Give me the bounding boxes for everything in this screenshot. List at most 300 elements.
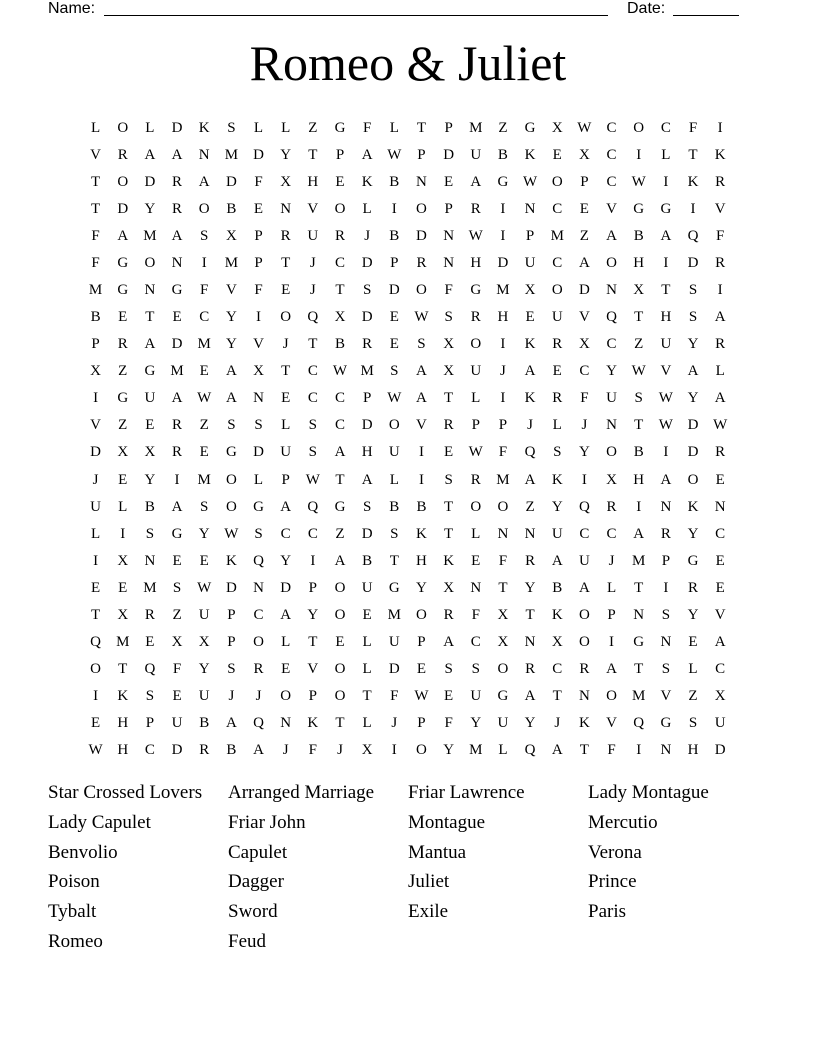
grid-letter[interactable]: M [143, 579, 157, 596]
grid-letter[interactable]: Y [198, 661, 210, 678]
grid-letter[interactable]: E [199, 444, 209, 461]
grid-letter[interactable]: A [606, 661, 617, 678]
grid-letter[interactable]: L [715, 363, 725, 380]
grid-letter[interactable]: A [361, 146, 373, 163]
grid-letter[interactable]: P [145, 715, 155, 732]
grid-letter[interactable]: X [171, 634, 183, 651]
grid-letter[interactable]: T [444, 390, 454, 407]
grid-letter[interactable]: E [145, 417, 155, 434]
grid-letter[interactable]: B [199, 715, 210, 732]
grid-letter[interactable]: B [389, 498, 400, 515]
grid-letter[interactable]: A [470, 173, 482, 190]
grid-letter[interactable]: X [253, 363, 264, 380]
grid-letter[interactable]: C [334, 390, 345, 407]
grid-letter[interactable]: I [500, 336, 506, 353]
grid-letter[interactable]: B [362, 552, 373, 569]
grid-letter[interactable]: S [444, 661, 453, 678]
grid-letter[interactable]: E [281, 282, 291, 298]
grid-letter[interactable]: G [497, 173, 509, 190]
grid-letter[interactable]: S [200, 498, 209, 515]
grid-letter[interactable]: B [497, 146, 508, 163]
grid-letter[interactable]: A [198, 173, 210, 190]
grid-letter[interactable]: R [334, 227, 345, 244]
grid-letter[interactable]: D [416, 227, 427, 244]
grid-letter[interactable]: C [144, 742, 155, 759]
grid-letter[interactable]: C [470, 634, 481, 651]
grid-letter[interactable]: T [634, 661, 644, 678]
grid-letter[interactable]: K [714, 146, 726, 163]
grid-letter[interactable]: T [661, 282, 671, 298]
grid-letter[interactable]: D [253, 146, 264, 163]
grid-letter[interactable]: Z [118, 417, 128, 434]
grid-letter[interactable]: T [579, 742, 589, 759]
grid-letter[interactable]: R [362, 336, 373, 353]
grid-letter[interactable]: D [90, 444, 101, 461]
name-blank-line[interactable] [104, 15, 608, 16]
grid-letter[interactable]: I [174, 471, 180, 488]
grid-letter[interactable]: C [334, 254, 345, 271]
grid-letter[interactable]: B [334, 336, 345, 353]
grid-letter[interactable]: J [608, 552, 615, 569]
grid-letter[interactable]: N [606, 417, 617, 434]
grid-letter[interactable]: Y [307, 606, 319, 623]
grid-letter[interactable]: T [444, 525, 454, 542]
grid-letter[interactable]: N [497, 525, 509, 542]
grid-letter[interactable]: D [225, 579, 237, 596]
grid-letter[interactable]: C [606, 525, 617, 542]
grid-letter[interactable]: E [444, 444, 454, 461]
grid-letter[interactable]: U [388, 634, 400, 651]
grid-letter[interactable]: N [578, 688, 590, 705]
grid-letter[interactable]: A [714, 634, 726, 651]
grid-letter[interactable]: R [470, 200, 481, 217]
grid-letter[interactable]: Q [307, 309, 319, 326]
grid-letter[interactable]: W [658, 390, 673, 407]
grid-letter[interactable]: E [389, 309, 399, 326]
grid-letter[interactable]: S [308, 417, 317, 434]
grid-letter[interactable]: H [117, 715, 129, 732]
grid-letter[interactable]: X [497, 634, 509, 651]
grid-letter[interactable]: E [362, 606, 372, 623]
grid-letter[interactable]: L [552, 417, 562, 434]
grid-letter[interactable]: N [524, 634, 536, 651]
grid-letter[interactable]: S [362, 282, 372, 298]
grid-letter[interactable]: I [663, 173, 669, 190]
grid-letter[interactable]: I [310, 552, 316, 569]
grid-letter[interactable]: V [606, 200, 617, 217]
grid-letter[interactable]: S [362, 498, 372, 515]
grid-letter[interactable]: B [389, 227, 400, 244]
grid-letter[interactable]: E [118, 471, 128, 488]
grid-letter[interactable]: D [253, 444, 264, 461]
grid-letter[interactable]: L [281, 417, 291, 434]
grid-letter[interactable]: P [254, 227, 263, 244]
grid-letter[interactable]: N [144, 282, 156, 298]
grid-letter[interactable]: Z [688, 688, 698, 705]
grid-letter[interactable]: Q [90, 634, 101, 651]
grid-letter[interactable]: T [308, 146, 318, 163]
grid-letter[interactable]: E [172, 309, 182, 326]
grid-letter[interactable]: V [578, 309, 590, 326]
grid-letter[interactable]: V [416, 417, 427, 434]
grid-letter[interactable]: V [660, 363, 672, 380]
grid-letter[interactable]: V [606, 715, 617, 732]
grid-letter[interactable]: O [551, 282, 563, 298]
grid-letter[interactable]: D [361, 254, 373, 271]
grid-letter[interactable]: W [332, 363, 348, 380]
grid-letter[interactable]: L [389, 119, 399, 136]
grid-letter[interactable]: U [524, 254, 536, 271]
grid-letter[interactable]: S [471, 661, 480, 678]
grid-letter[interactable]: O [334, 200, 346, 217]
grid-letter[interactable]: Y [687, 336, 699, 353]
grid-letter[interactable]: G [171, 525, 183, 542]
grid-letter[interactable]: M [170, 363, 184, 380]
grid-letter[interactable]: U [606, 390, 617, 407]
grid-letter[interactable]: Z [308, 119, 318, 136]
grid-letter[interactable]: C [606, 146, 617, 163]
grid-letter[interactable]: P [308, 579, 317, 596]
grid-letter[interactable]: A [524, 688, 536, 705]
grid-letter[interactable]: R [715, 444, 726, 461]
grid-letter[interactable]: U [551, 525, 563, 542]
grid-letter[interactable]: D [225, 173, 237, 190]
grid-letter[interactable]: S [254, 417, 263, 434]
grid-letter[interactable]: P [254, 254, 263, 271]
grid-letter[interactable]: G [225, 444, 237, 461]
grid-letter[interactable]: F [688, 119, 698, 136]
grid-letter[interactable]: A [171, 227, 183, 244]
grid-letter[interactable]: C [579, 525, 590, 542]
grid-letter[interactable]: X [225, 227, 237, 244]
grid-letter[interactable]: E [444, 688, 454, 705]
grid-letter[interactable]: J [309, 254, 316, 271]
grid-letter[interactable]: V [307, 661, 319, 678]
grid-letter[interactable]: C [307, 363, 318, 380]
grid-letter[interactable]: Z [335, 525, 345, 542]
grid-letter[interactable]: R [606, 498, 617, 515]
grid-letter[interactable]: X [443, 336, 455, 353]
grid-letter[interactable]: O [144, 254, 156, 271]
grid-letter[interactable]: O [470, 498, 482, 515]
grid-letter[interactable]: Y [606, 363, 617, 380]
grid-letter[interactable]: A [334, 444, 346, 461]
grid-letter[interactable]: E [471, 552, 481, 569]
grid-letter[interactable]: I [717, 282, 723, 298]
grid-letter[interactable]: I [391, 742, 397, 759]
grid-letter[interactable]: E [199, 552, 209, 569]
grid-letter[interactable]: E [579, 200, 589, 217]
grid-letter[interactable]: N [280, 200, 292, 217]
grid-letter[interactable]: A [171, 390, 183, 407]
grid-letter[interactable]: F [308, 742, 317, 759]
grid-letter[interactable]: T [308, 336, 318, 353]
grid-letter[interactable]: W [88, 742, 103, 759]
grid-letter[interactable]: S [172, 579, 182, 596]
grid-letter[interactable]: L [362, 634, 372, 651]
grid-letter[interactable]: T [308, 634, 318, 651]
grid-letter[interactable]: I [609, 634, 615, 651]
grid-letter[interactable]: H [633, 254, 645, 271]
grid-letter[interactable]: R [172, 444, 183, 461]
grid-letter[interactable]: H [497, 309, 509, 326]
grid-letter[interactable]: T [634, 417, 644, 434]
grid-letter[interactable]: E [145, 634, 155, 651]
grid-letter[interactable]: C [606, 336, 617, 353]
grid-letter[interactable]: M [88, 282, 103, 298]
grid-letter[interactable]: Z [199, 417, 209, 434]
grid-letter[interactable]: X [117, 552, 129, 569]
grid-letter[interactable]: W [224, 525, 239, 542]
grid-letter[interactable]: I [690, 200, 696, 217]
grid-letter[interactable]: C [579, 363, 590, 380]
grid-letter[interactable]: R [660, 525, 671, 542]
grid-letter[interactable]: F [498, 444, 508, 461]
grid-letter[interactable]: E [90, 715, 101, 732]
grid-letter[interactable]: S [227, 119, 236, 136]
grid-letter[interactable]: W [713, 417, 728, 434]
grid-letter[interactable]: F [390, 688, 399, 705]
grid-letter[interactable]: E [253, 200, 264, 217]
grid-letter[interactable]: O [117, 173, 129, 190]
grid-letter[interactable]: E [172, 552, 182, 569]
grid-letter[interactable]: C [552, 254, 563, 271]
grid-letter[interactable]: J [282, 336, 289, 353]
grid-letter[interactable]: R [117, 146, 128, 163]
grid-letter[interactable]: L [281, 634, 291, 651]
grid-letter[interactable]: Q [524, 444, 536, 461]
grid-letter[interactable]: H [307, 173, 319, 190]
grid-letter[interactable]: M [632, 688, 646, 705]
grid-letter[interactable]: B [389, 173, 400, 190]
grid-letter[interactable]: B [633, 444, 644, 461]
grid-letter[interactable]: R [579, 661, 590, 678]
grid-letter[interactable]: X [198, 634, 210, 651]
grid-letter[interactable]: O [633, 119, 645, 136]
grid-letter[interactable]: T [389, 552, 399, 569]
grid-letter[interactable]: Y [524, 579, 536, 596]
grid-letter[interactable]: I [663, 579, 669, 596]
grid-letter[interactable]: A [578, 579, 590, 596]
grid-letter[interactable]: K [225, 552, 237, 569]
grid-letter[interactable]: U [660, 336, 672, 353]
grid-letter[interactable]: Z [579, 227, 589, 244]
grid-letter[interactable]: P [227, 606, 236, 623]
grid-letter[interactable]: S [227, 661, 236, 678]
grid-letter[interactable]: D [280, 579, 292, 596]
grid-letter[interactable]: P [580, 173, 589, 190]
grid-letter[interactable]: O [470, 336, 482, 353]
grid-letter[interactable]: C [715, 661, 726, 678]
grid-letter[interactable]: T [416, 119, 427, 136]
grid-letter[interactable]: R [172, 173, 183, 190]
grid-letter[interactable]: A [280, 606, 292, 623]
grid-letter[interactable]: S [661, 661, 671, 678]
grid-letter[interactable]: O [253, 634, 264, 651]
grid-letter[interactable]: W [414, 309, 429, 326]
grid-letter[interactable]: Y [524, 715, 536, 732]
grid-letter[interactable]: X [497, 606, 509, 623]
grid-letter[interactable]: S [634, 390, 643, 407]
grid-letter[interactable]: Y [578, 444, 590, 461]
grid-letter[interactable]: F [172, 661, 182, 678]
grid-letter[interactable]: I [418, 471, 424, 488]
grid-letter[interactable]: Y [687, 390, 699, 407]
grid-letter[interactable]: L [281, 119, 291, 136]
grid-letter[interactable]: O [388, 417, 400, 434]
grid-letter[interactable]: Z [634, 336, 644, 353]
grid-letter[interactable]: A [225, 715, 237, 732]
grid-letter[interactable]: B [552, 579, 563, 596]
grid-letter[interactable]: S [688, 282, 698, 298]
grid-letter[interactable]: A [416, 390, 427, 407]
grid-letter[interactable]: I [93, 390, 99, 407]
grid-letter[interactable]: L [362, 715, 372, 732]
grid-letter[interactable]: N [714, 498, 726, 515]
grid-letter[interactable]: H [660, 309, 672, 326]
grid-letter[interactable]: F [200, 282, 209, 298]
grid-letter[interactable]: Y [687, 525, 699, 542]
grid-letter[interactable]: R [172, 200, 183, 217]
grid-letter[interactable]: I [500, 227, 506, 244]
grid-letter[interactable]: N [171, 254, 183, 271]
grid-letter[interactable]: W [577, 119, 592, 136]
grid-letter[interactable]: B [226, 742, 237, 759]
grid-letter[interactable]: K [307, 715, 319, 732]
grid-letter[interactable]: Y [470, 715, 482, 732]
grid-letter[interactable]: T [118, 661, 128, 678]
grid-letter[interactable]: S [254, 525, 263, 542]
grid-letter[interactable]: Y [687, 606, 699, 623]
grid-letter[interactable]: E [552, 146, 562, 163]
grid-letter[interactable]: X [606, 471, 617, 488]
grid-letter[interactable]: J [581, 417, 588, 434]
grid-letter[interactable]: N [633, 606, 645, 623]
grid-letter[interactable]: T [281, 363, 291, 380]
grid-letter[interactable]: N [660, 498, 672, 515]
grid-letter[interactable]: G [660, 200, 672, 217]
grid-letter[interactable]: M [116, 634, 130, 651]
grid-letter[interactable]: X [443, 579, 455, 596]
grid-letter[interactable]: C [307, 525, 318, 542]
grid-letter[interactable]: P [661, 552, 671, 569]
grid-letter[interactable]: A [687, 363, 699, 380]
grid-letter[interactable]: E [715, 579, 725, 596]
grid-letter[interactable]: G [633, 200, 645, 217]
grid-letter[interactable]: X [361, 742, 373, 759]
grid-letter[interactable]: M [387, 606, 401, 623]
grid-letter[interactable]: F [607, 742, 616, 759]
grid-letter[interactable]: P [281, 471, 290, 488]
grid-letter[interactable]: P [444, 119, 453, 136]
grid-letter[interactable]: I [120, 525, 126, 542]
grid-letter[interactable]: L [90, 525, 101, 542]
grid-letter[interactable]: X [633, 282, 645, 298]
grid-letter[interactable]: O [497, 498, 509, 515]
grid-letter[interactable]: O [280, 688, 292, 705]
grid-letter[interactable]: D [144, 173, 156, 190]
grid-letter[interactable]: W [631, 363, 646, 380]
grid-letter[interactable]: H [633, 471, 645, 488]
grid-letter[interactable]: U [198, 606, 210, 623]
grid-letter[interactable]: H [117, 742, 129, 759]
grid-letter[interactable]: L [661, 146, 671, 163]
grid-letter[interactable]: I [717, 119, 723, 136]
grid-letter[interactable]: A [334, 552, 346, 569]
grid-letter[interactable]: V [90, 146, 101, 163]
grid-letter[interactable]: A [660, 471, 672, 488]
grid-letter[interactable]: P [390, 254, 399, 271]
grid-letter[interactable]: A [714, 309, 726, 326]
grid-letter[interactable]: S [417, 336, 426, 353]
grid-letter[interactable]: J [255, 688, 262, 705]
grid-letter[interactable]: J [500, 363, 506, 380]
grid-letter[interactable]: Y [225, 336, 237, 353]
grid-letter[interactable]: Q [307, 498, 319, 515]
grid-letter[interactable]: L [362, 200, 372, 217]
grid-letter[interactable]: A [660, 227, 672, 244]
grid-letter[interactable]: F [362, 119, 372, 136]
grid-letter[interactable]: G [144, 363, 156, 380]
grid-letter[interactable]: K [524, 336, 536, 353]
grid-letter[interactable]: F [91, 254, 100, 271]
grid-letter[interactable]: T [90, 606, 101, 623]
grid-letter[interactable]: T [145, 309, 155, 326]
grid-letter[interactable]: S [688, 309, 698, 326]
grid-letter[interactable]: U [470, 146, 482, 163]
grid-letter[interactable]: B [416, 498, 427, 515]
grid-letter[interactable]: T [552, 688, 562, 705]
grid-letter[interactable]: V [90, 417, 101, 434]
grid-letter[interactable]: X [117, 444, 129, 461]
grid-letter[interactable]: M [469, 119, 483, 136]
grid-letter[interactable]: W [468, 444, 483, 461]
grid-letter[interactable]: Q [253, 552, 264, 569]
grid-letter[interactable]: W [631, 173, 646, 190]
grid-letter[interactable]: R [470, 471, 481, 488]
grid-letter[interactable]: M [496, 282, 510, 298]
grid-letter[interactable]: F [444, 715, 453, 732]
grid-letter[interactable]: P [471, 417, 480, 434]
grid-letter[interactable]: B [633, 227, 644, 244]
grid-letter[interactable]: G [253, 498, 264, 515]
grid-letter[interactable]: U [198, 688, 210, 705]
grid-letter[interactable]: E [118, 579, 128, 596]
grid-letter[interactable]: U [171, 715, 183, 732]
grid-letter[interactable]: F [498, 552, 508, 569]
grid-letter[interactable]: I [256, 309, 262, 326]
grid-letter[interactable]: E [335, 173, 345, 190]
grid-letter[interactable]: Z [172, 606, 182, 623]
grid-letter[interactable]: G [117, 390, 129, 407]
grid-letter[interactable]: X [578, 336, 590, 353]
grid-letter[interactable]: C [606, 173, 617, 190]
grid-letter[interactable]: P [227, 634, 236, 651]
grid-letter[interactable]: L [118, 498, 128, 515]
grid-letter[interactable]: J [337, 742, 343, 759]
grid-letter[interactable]: S [390, 363, 399, 380]
grid-letter[interactable]: H [416, 552, 427, 569]
grid-letter[interactable]: G [660, 715, 672, 732]
grid-letter[interactable]: A [524, 363, 536, 380]
grid-letter[interactable]: A [117, 227, 129, 244]
grid-letter[interactable]: Q [253, 715, 264, 732]
grid-letter[interactable]: S [688, 715, 698, 732]
grid-letter[interactable]: U [280, 444, 292, 461]
grid-letter[interactable]: R [525, 552, 536, 569]
grid-letter[interactable]: T [688, 146, 698, 163]
grid-letter[interactable]: O [117, 119, 129, 136]
